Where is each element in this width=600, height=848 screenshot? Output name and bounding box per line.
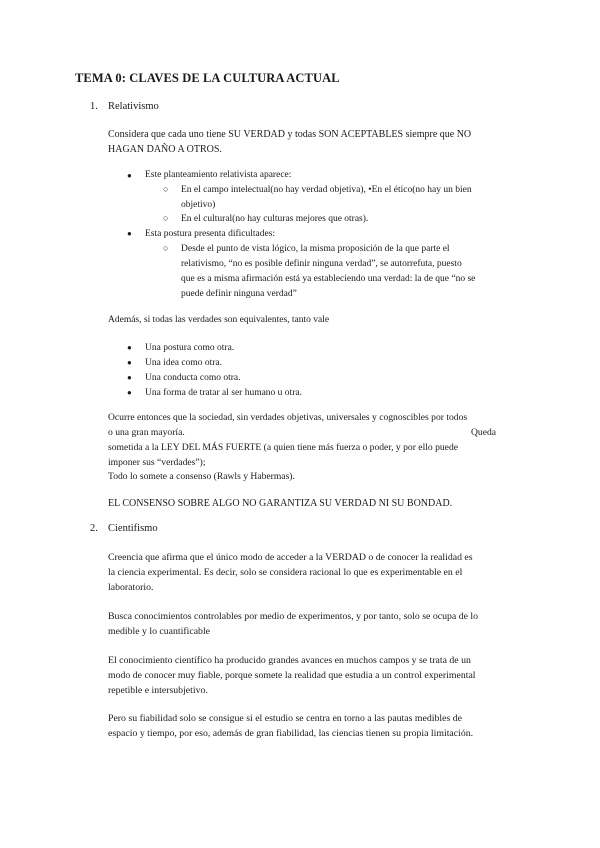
- circle-icon: ○: [163, 243, 169, 253]
- ocurre-line-4: imponer sus “verdades”);: [108, 457, 206, 468]
- cientifismo-p3-line-2: modo de conocer muy fiable, porque somete la realidad que estudia a un control experimental: [108, 670, 476, 681]
- ademas-paragraph: Además, si todas las verdades son equivalentes, tanto vale: [108, 315, 330, 325]
- ocurre-line-1: Ocurre entonces que la sociedad, sin verdades objetivas, universales y cognoscibles por todos: [108, 412, 468, 423]
- relativism-definition-line-2: HAGAN DAÑO A OTROS.: [108, 144, 222, 155]
- list-item: Una forma de tratar al ser humano u otra.: [145, 388, 302, 398]
- sub-cultural: En el cultural(no hay culturas mejores que otras).: [181, 214, 369, 224]
- list-item: Una postura como otra.: [145, 343, 235, 353]
- ocurre-line-3: sometida a la LEY DEL MÁS FUERTE (a quien tiene más fuerza o poder, y por ello puede: [108, 442, 458, 453]
- sub-intellectual-line-1: En el campo intelectual(no hay verdad objetiva), •En el ético(no hay un bien: [181, 185, 472, 195]
- sub-logical-line-3: que es a misma afirmación está ya estableciendo una verdad: la de que “no se: [181, 274, 476, 284]
- section-2-number: 2.: [90, 523, 98, 534]
- bullet-icon: ●: [127, 229, 132, 238]
- circle-icon: ○: [163, 213, 169, 223]
- consenso-statement: EL CONSENSO SOBRE ALGO NO GARANTIZA SU VERDAD NI SU BONDAD.: [108, 498, 453, 509]
- document-title: TEMA 0: CLAVES DE LA CULTURA ACTUAL: [75, 71, 340, 85]
- relativism-definition-line-1: Considera que cada uno tiene SU VERDAD y todas SON ACEPTABLES siempre que NO: [108, 129, 472, 140]
- cientifismo-p4-line-2: espacio y tiempo, por eso, además de gran fiabilidad, las ciencias tienen su propia limitación.: [108, 728, 474, 739]
- bullet-appears: Este planteamiento relativista aparece:: [145, 170, 292, 180]
- cientifismo-p2-line-1: Busca conocimientos controlables por medio de experimentos, y por tanto, solo se ocupa de lo: [108, 611, 479, 622]
- sub-logical-line-4: puede definir ninguna verdad”: [181, 289, 297, 299]
- bullet-icon: ●: [127, 373, 132, 382]
- cientifismo-p2-line-2: medible y lo cuantificable: [108, 626, 211, 637]
- cientifismo-p1-line-2: la ciencia experimental. Es decir, solo se considera racional lo que es experimentable en el: [108, 567, 463, 578]
- section-1-heading: Relativismo: [108, 101, 159, 112]
- cientifismo-p4-line-1: Pero su fiabilidad solo se consigue si el estudio se centra en torno a las pautas medibles de: [108, 713, 462, 724]
- section-1-number: 1.: [90, 101, 98, 112]
- list-item: Una idea como otra.: [145, 358, 223, 368]
- sub-intellectual-line-2: objetivo): [181, 200, 216, 210]
- bullet-difficulties: Esta postura presenta dificultades:: [145, 229, 276, 239]
- bullet-icon: ●: [127, 343, 132, 352]
- sub-logical-line-2: relativismo, “no es posible definir ninguna verdad”, se autorrefuta, puesto: [181, 259, 462, 269]
- list-item: Una conducta como otra.: [145, 373, 241, 383]
- bullet-icon: ●: [127, 358, 132, 367]
- ocurre-line-2-end: Queda: [471, 427, 497, 438]
- cientifismo-p1-line-3: laboratorio.: [108, 582, 154, 593]
- circle-icon: ○: [163, 184, 169, 194]
- cientifismo-p3-line-1: El conocimiento científico ha producido grandes avances en muchos campos y se trata de un: [108, 655, 471, 666]
- cientifismo-p1-line-1: Creencia que afirma que el único modo de acceder a la VERDAD o de conocer la realidad es: [108, 552, 473, 563]
- bullet-icon: ●: [127, 388, 132, 397]
- section-2-heading: Cientifismo: [108, 523, 158, 534]
- ocurre-line-5: Todo lo somete a consenso (Rawls y Habermas).: [108, 471, 295, 482]
- bullet-icon: ●: [127, 171, 132, 180]
- cientifismo-p3-line-3: repetible e intersubjetivo.: [108, 685, 208, 696]
- ocurre-line-2: o una gran mayoría.: [108, 427, 185, 438]
- sub-logical-line-1: Desde el punto de vista lógico, la misma proposición de la que parte el: [181, 244, 450, 254]
